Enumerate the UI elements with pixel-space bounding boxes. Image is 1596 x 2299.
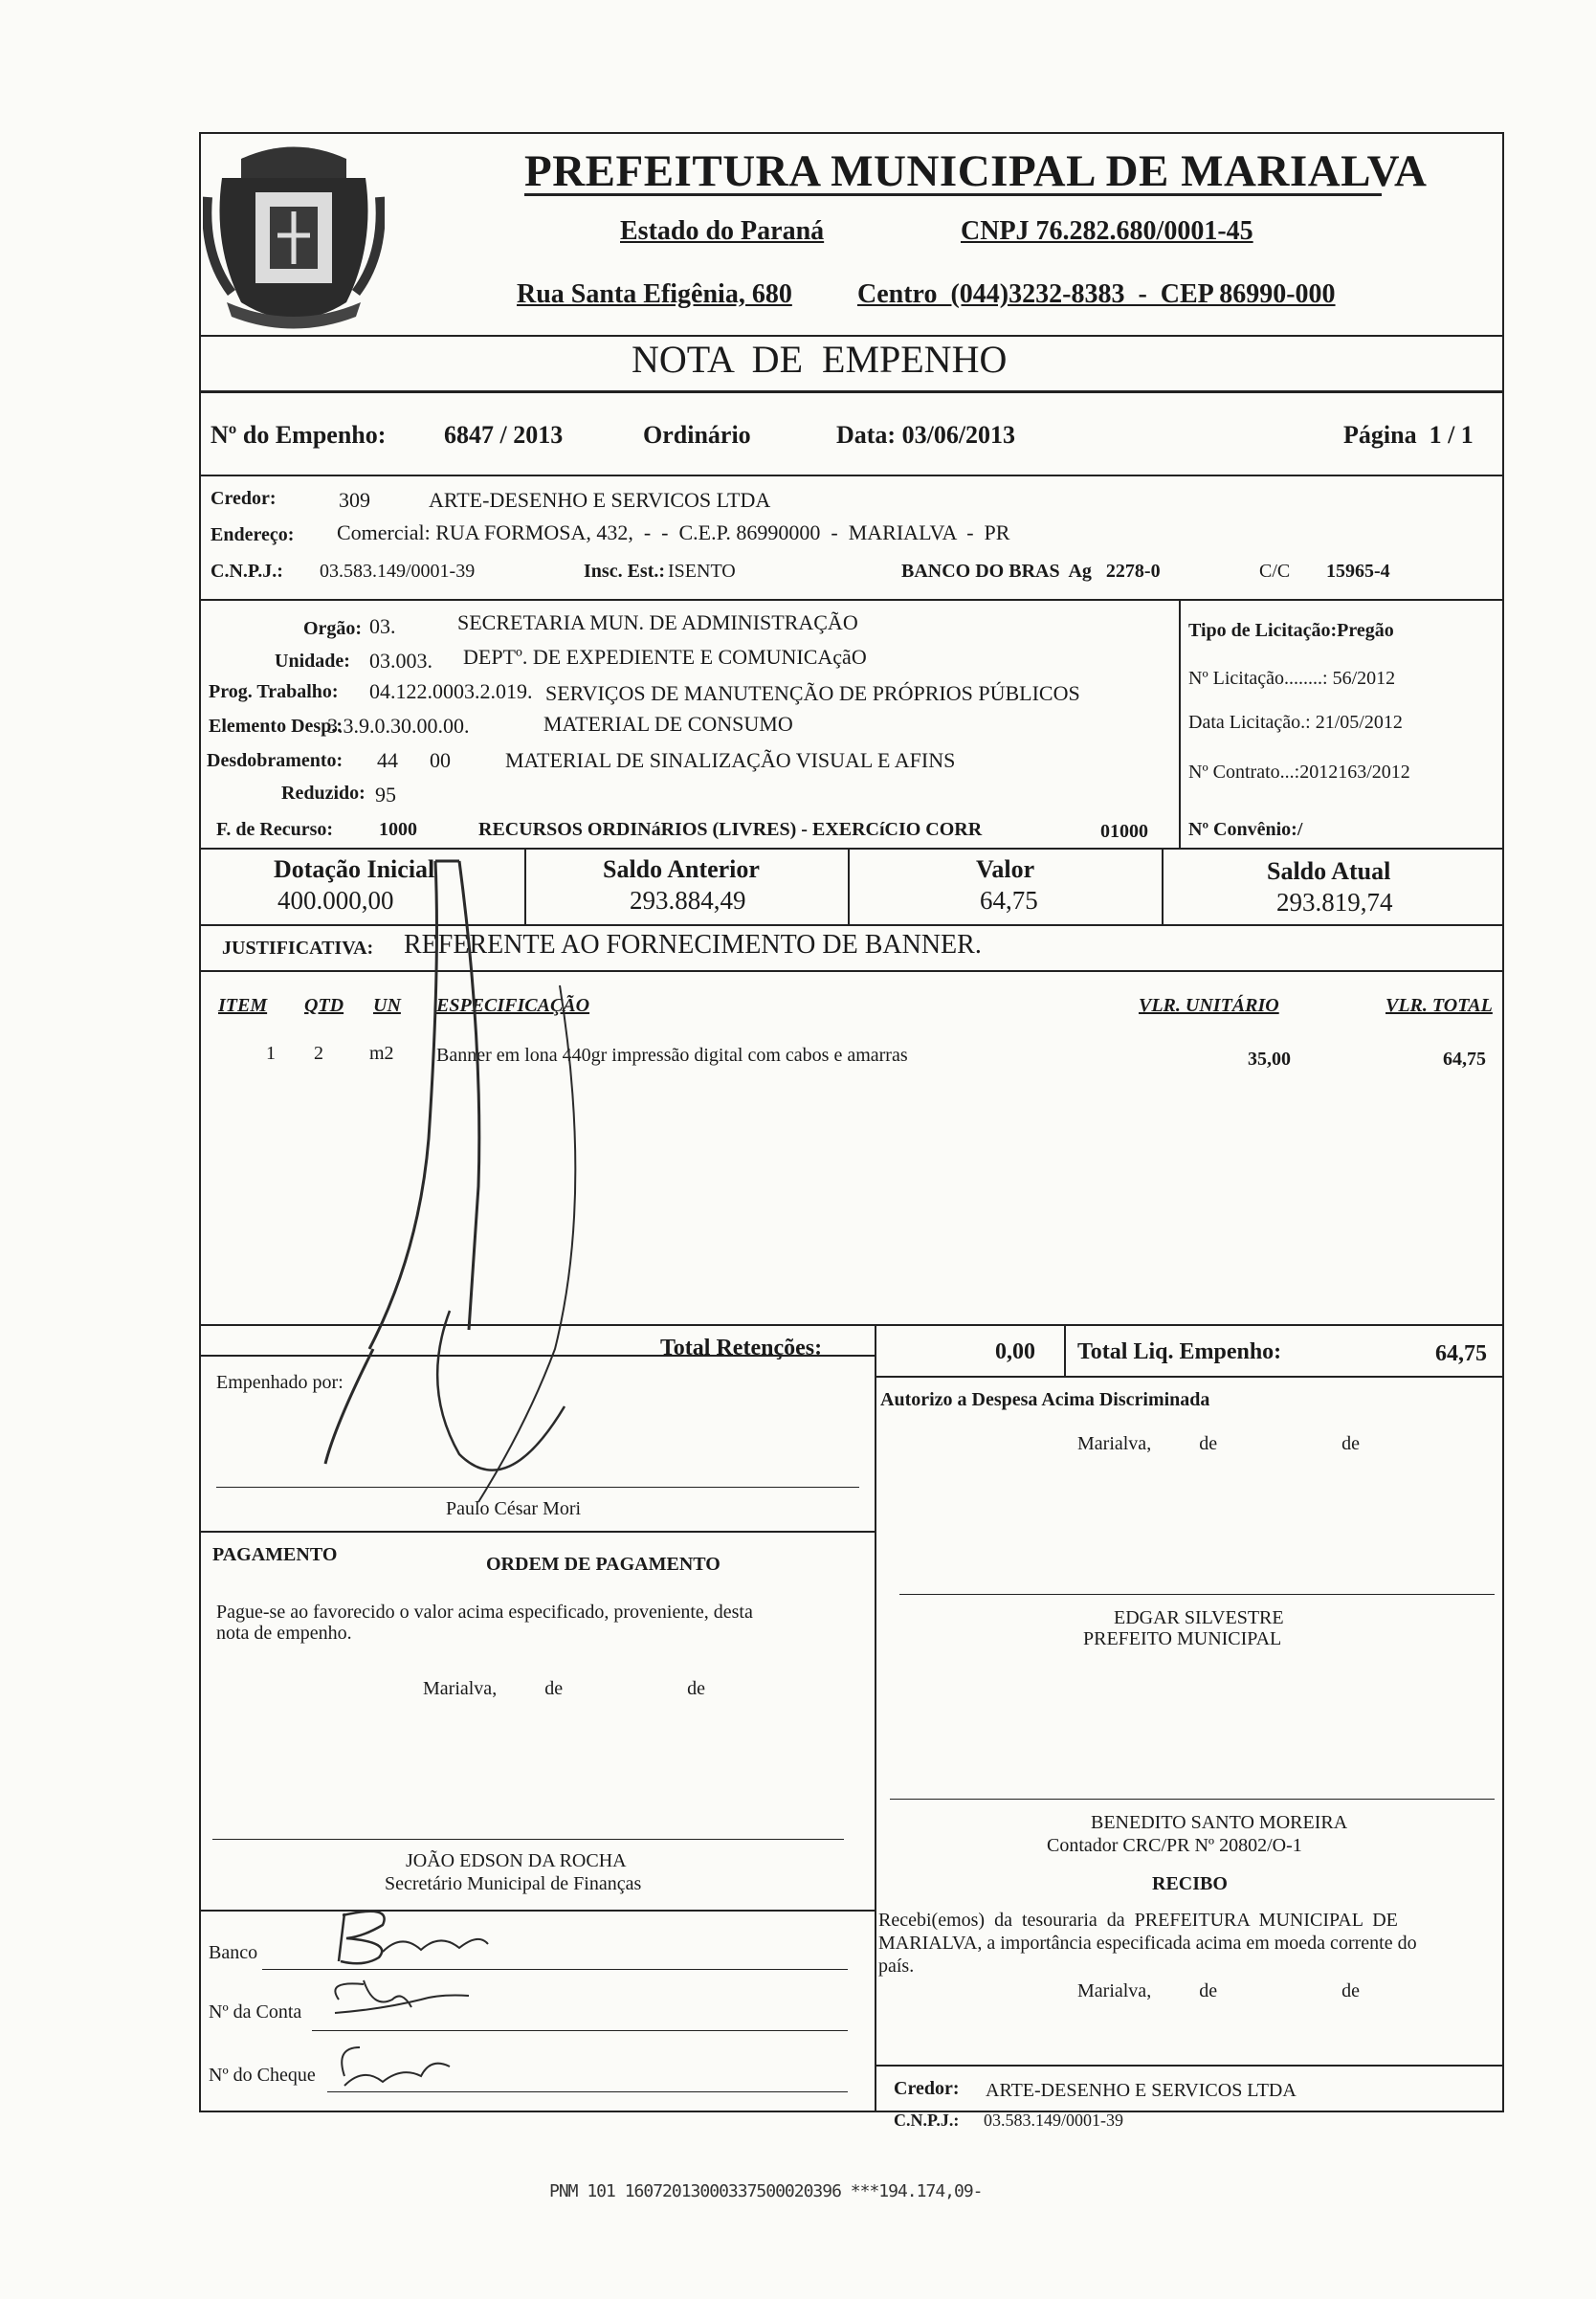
col-header-un: UN — [373, 995, 401, 1016]
desd-cod: 44 00 — [377, 748, 451, 772]
pagamento-texto-2: nota de empenho. — [216, 1623, 352, 1644]
divider — [875, 1376, 1504, 1378]
divider — [199, 1531, 875, 1533]
desd-nome: MATERIAL DE SINALIZAÇÃO VISUAL E AFINS — [505, 748, 956, 772]
insc-value: ISENTO — [668, 561, 736, 582]
data-licitacao: Data Licitação.: 21/05/2012 — [1188, 712, 1403, 733]
num-convenio: Nº Convênio:/ — [1188, 819, 1303, 840]
credor-codigo: 309 — [339, 488, 370, 512]
recibo-local-data: Marialva, de de — [1077, 1980, 1360, 2001]
num-licitacao: Nº Licitação........: 56/2012 — [1188, 668, 1396, 689]
secretario-nome: JOÃO EDSON DA ROCHA — [406, 1850, 627, 1871]
elem-nome: MATERIAL DE CONSUMO — [543, 712, 793, 736]
estado-label: Estado do Paraná — [620, 216, 825, 246]
divider — [199, 475, 1504, 476]
endereco-label: Endereço: — [211, 524, 295, 545]
orgao-cod: 03. — [369, 614, 396, 638]
empenho-numero: 6847 / 2013 — [444, 421, 564, 449]
liquido-label: Total Liq. Empenho: — [1077, 1339, 1282, 1364]
pagamento-texto-1: Pague-se ao favorecido o valor acima especificado, proveniente, desta — [216, 1602, 753, 1623]
item-vlr-unitario: 35,00 — [1248, 1049, 1291, 1070]
recibo-credor: ARTE-DESENHO E SERVICOS LTDA — [986, 2080, 1297, 2101]
empenho-label: Nº do Empenho: — [211, 421, 387, 449]
divider — [1179, 599, 1181, 848]
item-vlr-total: 64,75 — [1443, 1049, 1486, 1070]
elem-cod: 3.3.9.0.30.00.00. — [327, 714, 470, 738]
liquido-value: 64,75 — [1435, 1341, 1487, 1366]
rua-header: Rua Santa Efigênia, 680 — [517, 279, 792, 309]
dotacao-value: 400.000,00 — [277, 886, 394, 915]
cc-label: C/C — [1259, 561, 1291, 582]
conta-label: Nº da Conta — [209, 2001, 302, 2023]
justificativa-label: JUSTIFICATIVA: — [222, 938, 374, 959]
orgao-label: Orgão: — [303, 618, 363, 639]
divider — [1162, 848, 1164, 924]
autorizo-label: Autorizo a Despesa Acima Discriminada — [880, 1389, 1210, 1410]
autorizo-local-data: Marialva, de de — [1077, 1433, 1360, 1454]
footer-code: PNM 101 16072013000337500020396 ***194.174,09- — [549, 2181, 983, 2201]
pagamento-local-data: Marialva, de de — [423, 1678, 705, 1699]
item-un: m2 — [369, 1043, 394, 1064]
col-header-vlr-unitario: VLR. UNITÁRIO — [1139, 995, 1279, 1016]
credor-label: Credor: — [211, 488, 277, 509]
endereco-header: Centro (044)3232-8383 - CEP 86990-000 — [857, 279, 1336, 309]
col-header-item: ITEM — [218, 995, 268, 1016]
divider — [848, 848, 850, 924]
credor-nome: ARTE-DESENHO E SERVICOS LTDA — [429, 488, 771, 512]
prog-nome: SERVIÇOS DE MANUTENÇÃO DE PRÓPRIOS PÚBLICOS — [545, 681, 1080, 705]
signature-line — [899, 1594, 1495, 1595]
dotacao-label: Dotação Inicial — [274, 855, 435, 883]
insc-label: Insc. Est.: — [584, 561, 666, 582]
contador-cargo: Contador CRC/PR Nº 20802/O-1 — [1047, 1835, 1302, 1856]
cnpj-header: CNPJ 76.282.680/0001-45 — [961, 216, 1253, 246]
signature-line — [212, 1839, 844, 1840]
valor-label: Valor — [976, 855, 1035, 883]
recurso-cod: 1000 — [379, 819, 417, 840]
recibo-cnpj-label: C.N.P.J.: — [894, 2111, 960, 2130]
saldo-anterior-label: Saldo Anterior — [603, 855, 760, 883]
recibo-cnpj: 03.583.149/0001-39 — [984, 2111, 1123, 2130]
elem-label: Elemento Desp.: — [209, 716, 343, 737]
empenho-data: Data: 03/06/2013 — [836, 421, 1016, 449]
title-underline — [524, 193, 1382, 196]
ordem-pagamento-label: ORDEM DE PAGAMENTO — [486, 1554, 720, 1575]
empenho-tipo: Ordinário — [643, 421, 751, 449]
pagamento-label: PAGAMENTO — [212, 1544, 338, 1565]
banco-label: Banco — [209, 1942, 258, 1963]
unidade-nome: DEPTº. DE EXPEDIENTE E COMUNICAçãO — [463, 645, 867, 669]
prefeitura-title: PREFEITURA MUNICIPAL DE MARIALVA — [524, 146, 1428, 196]
item-qtd: 2 — [314, 1043, 323, 1064]
unidade-label: Unidade: — [275, 651, 350, 672]
cnpj-label: C.N.P.J.: — [211, 561, 283, 582]
item-especificacao: Banner em lona 440gr impressão digital com cabos e amarras — [436, 1045, 908, 1066]
prog-cod: 04.122.0003.2.019. — [369, 679, 533, 703]
retencoes-label: Total Retenções: — [660, 1336, 823, 1360]
desd-label: Desdobramento: — [207, 750, 344, 771]
recibo-title: RECIBO — [1152, 1873, 1228, 1894]
coat-of-arms-icon — [203, 140, 385, 341]
pagina: Página 1 / 1 — [1343, 421, 1474, 449]
prefeito-nome: EDGAR SILVESTRE — [1114, 1607, 1284, 1628]
signature-line — [890, 1799, 1495, 1800]
prefeito-cargo: PREFEITO MUNICIPAL — [1083, 1628, 1282, 1649]
cc-value: 15965-4 — [1326, 561, 1390, 582]
col-header-vlr-total: VLR. TOTAL — [1385, 995, 1493, 1016]
recibo-texto-3: país. — [878, 1956, 915, 1977]
recurso-nome: RECURSOS ORDINáRIOS (LIVRES) - EXERCíCIO CORR — [478, 819, 983, 840]
banco-info: BANCO DO BRAS Ag 2278-0 — [901, 561, 1161, 582]
saldo-anterior-value: 293.884,49 — [630, 886, 746, 915]
recurso-num: 01000 — [1100, 821, 1148, 842]
divider — [199, 1910, 875, 1912]
col-header-especificacao: ESPECIFICAÇÃO — [436, 995, 590, 1016]
num-contrato: Nº Contrato...:2012163/2012 — [1188, 762, 1410, 783]
saldo-atual-value: 293.819,74 — [1276, 888, 1393, 917]
valor-value: 64,75 — [980, 886, 1038, 915]
recibo-texto-2: MARIALVA, a importância especificada acima em moeda corrente do — [878, 1933, 1417, 1954]
justificativa-texto: REFERENTE AO FORNECIMENTO DE BANNER. — [404, 930, 982, 960]
reduzido-label: Reduzido: — [281, 783, 366, 804]
credor-endereco: Comercial: RUA FORMOSA, 432, - - C.E.P. 86990000 - MARIALVA - PR — [337, 520, 1010, 544]
divider — [875, 2065, 1504, 2067]
reduzido-value: 95 — [375, 783, 396, 807]
orgao-nome: SECRETARIA MUN. DE ADMINISTRAÇÃO — [457, 610, 858, 634]
handwritten-bank-signature — [325, 1904, 517, 2095]
divider — [199, 848, 1504, 850]
handwritten-signature-large — [316, 851, 622, 1521]
prog-label: Prog. Trabalho: — [209, 681, 339, 702]
recibo-credor-label: Credor: — [894, 2078, 960, 2099]
empenhado-por-label: Empenhado por: — [216, 1372, 344, 1393]
empenhado-por-nome: Paulo César Mori — [446, 1498, 582, 1519]
item-number: 1 — [266, 1043, 276, 1064]
contador-nome: BENEDITO SANTO MOREIRA — [1091, 1812, 1348, 1833]
divider — [199, 390, 1504, 393]
cheque-label: Nº do Cheque — [209, 2065, 316, 2086]
tipo-licitacao: Tipo de Licitação:Pregão — [1188, 620, 1394, 641]
recibo-texto-1: Recebi(emos) da tesouraria da PREFEITURA MUNICIPAL DE — [878, 1910, 1398, 1931]
col-header-qtd: QTD — [304, 995, 344, 1016]
credor-cnpj: 03.583.149/0001-39 — [320, 561, 476, 582]
divider — [1064, 1324, 1066, 1376]
saldo-atual-label: Saldo Atual — [1267, 857, 1391, 885]
unidade-cod: 03.003. — [369, 649, 432, 673]
secretario-cargo: Secretário Municipal de Finanças — [385, 1873, 642, 1894]
recurso-label: F. de Recurso: — [216, 819, 334, 840]
retencoes-value: 0,00 — [995, 1339, 1035, 1364]
divider — [875, 1324, 876, 2112]
doc-title: NOTA DE EMPENHO — [632, 338, 1008, 381]
divider — [199, 599, 1504, 601]
